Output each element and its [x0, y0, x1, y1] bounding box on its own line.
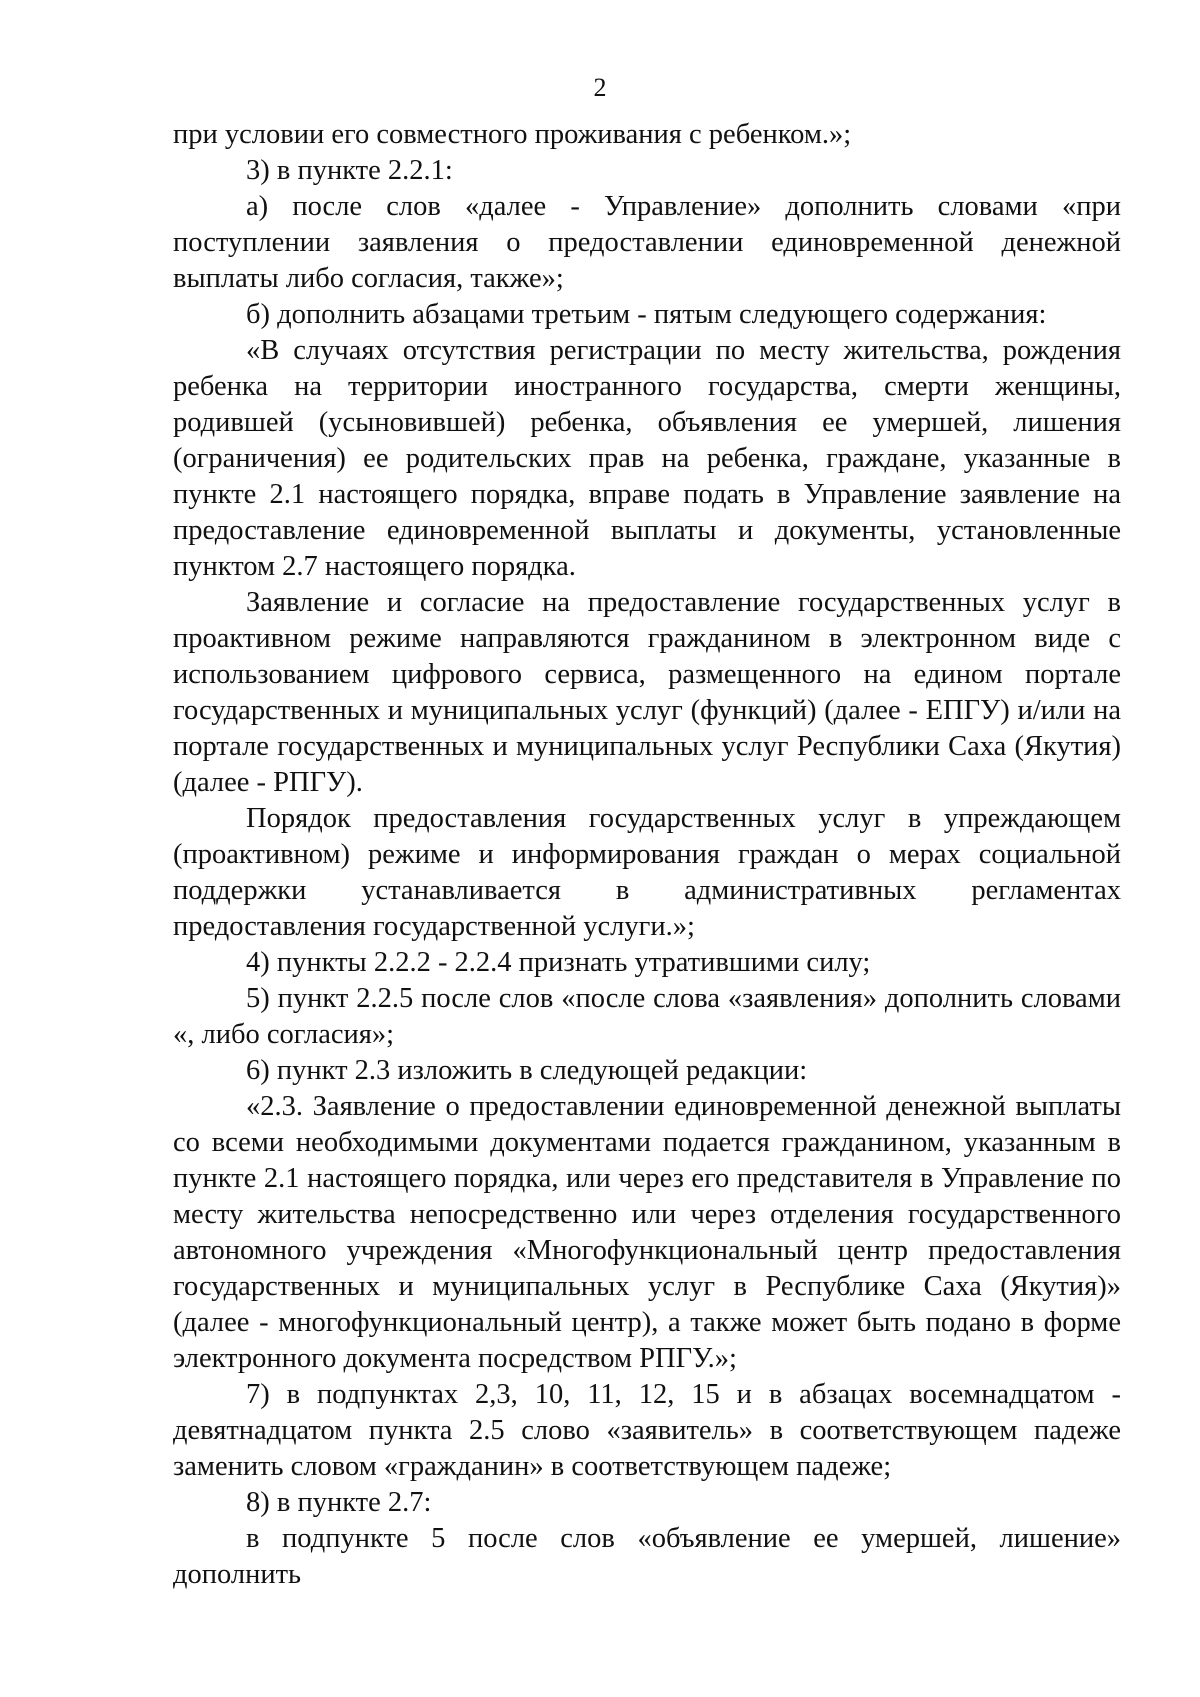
paragraph: 5) пункт 2.2.5 после слов «после слова «заявления» дополнить словами «, либо согласия»;: [173, 983, 1121, 1050]
paragraph: Заявление и согласие на предоставление государственных услуг в проактивном режиме направляются гражданином в электронном виде с использованием цифрового сервиса, размещенного на едином портале государственных и муниципальных услуг (функций) (далее - ЕПГУ) и/или на портале государственных и муниципальных услуг Республики Саха (Якутия) (далее - РПГУ).: [173, 587, 1121, 798]
page-number: 2: [593, 73, 607, 102]
paragraph: «В случаях отсутствия регистрации по месту жительства, рождения ребенка на территории иностранного государства, смерти женщины, родившей (усыновившей) ребенка, объявления ее умершей, лишения (ограничения) ее родительских прав на ребенка, граждане, указанные в пункте 2.1 настоящего порядка, вправе подать в Управление заявление на предоставление единовременной выплаты и документы, установленные пунктом 2.7 настоящего порядка.: [173, 335, 1121, 582]
paragraph: б) дополнить абзацами третьим - пятым следующего содержания:: [246, 299, 1047, 330]
paragraph: 7) в подпунктах 2,3, 10, 11, 12, 15 и в абзацах восемнадцатом - девятнадцатом пункта 2.5 слово «заявитель» в соответствующем падеже заменить словом «гражданин» в соответствующем падеже;: [173, 1379, 1121, 1482]
paragraph: а) после слов «далее - Управление» дополнить словами «при поступлении заявления о предоставлении единовременной денежной выплаты либо согласия, также»;: [173, 191, 1121, 294]
paragraph: 4) пункты 2.2.2 - 2.2.4 признать утратившими силу;: [246, 947, 871, 978]
paragraph: при условии его совместного проживания с ребенком.»;: [173, 119, 852, 150]
paragraph: 3) в пункте 2.2.1:: [246, 155, 453, 186]
document-body: [173, 117, 1121, 1593]
paragraph: Порядок предоставления государственных услуг в упреждающем (проактивном) режиме и информирования граждан о мерах социальной поддержки устанавливается в административных регламентах предоставления государственной услуги.»;: [173, 803, 1121, 942]
paragraph: 6) пункт 2.3 изложить в следующей редакции:: [246, 1055, 808, 1086]
paragraph: в подпункте 5 после слов «объявление ее умершей, лишение» дополнить: [173, 1523, 1121, 1590]
paragraph: 8) в пункте 2.7:: [246, 1487, 432, 1518]
paragraph: «2.3. Заявление о предоставлении единовременной денежной выплаты со всеми необходимыми документами подается гражданином, указанным в пункте 2.1 настоящего порядка, или через его представителя в Управление по месту жительства непосредственно или через отделения государственного автономного учреждения «Многофункциональный центр предоставления государственных и муниципальных услуг в Республике Саха (Якутия)» (далее - многофункциональный центр), а также может быть подано в форме электронного документа посредством РПГУ.»;: [173, 1091, 1121, 1374]
